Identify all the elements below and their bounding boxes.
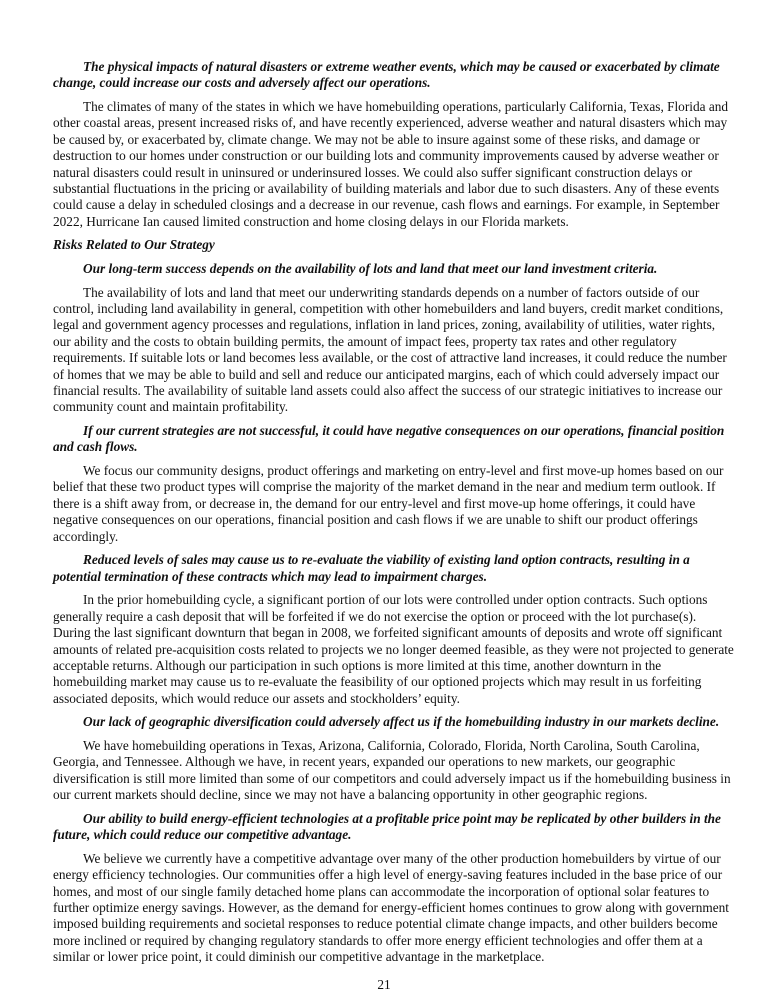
text-line: homebuilding market may cause us to re-evaluate the feasibility of our optioned projects which may result in us forfeiting [53,674,702,690]
text-line: amounts of related pre-acquisition costs related to projects we no longer deemed feasible, as they were not projected to generate [53,641,734,657]
text-line: substantial fluctuations in the pricing or availability of building materials and labor due to such disasters. Any of these events [53,181,720,197]
text-line: During the last significant downturn that began in 2008, we forfeited significant amounts of deposits and wrote off significant [53,625,723,641]
text-line: community count and maintain profitability. [53,399,289,415]
text-line: destruction to our homes under construction or our building lots and community improvements caused by adverse weather or [53,148,719,164]
text-line: there is a shift away from, or decrease in, the demand for our entry-level and first move-up home offerings, it could have [53,495,696,511]
text-line: imposed building requirements and societal responses to reduce potential climate change impacts, and other builders become [53,916,718,932]
risk-factor-heading [53,423,733,456]
text-line: be caused by, or exacerbated by, climate change. We may not be able to insure against some of these risks, and damage or [53,131,700,147]
paragraph [53,592,733,707]
text-line: and cash flows. [53,439,138,455]
paragraph [53,285,733,416]
text-line: potential termination of these contracts which may lead to impairment charges. [53,568,488,584]
text-line: could cause a delay in scheduled closings and a decrease in our revenue, cash flows and earnings. For example, in September [53,197,720,213]
text-line: The availability of lots and land that meet our underwriting standards depends on a number of factors outside of our [83,284,700,300]
risk-factor-heading [53,714,733,730]
text-line: further optimize energy savings. However, as the demand for energy-efficient homes continues to grow along with government [53,899,729,915]
text-line: of homes that we may be able to build and sell and reduce our anticipated margins, each of which could adversely impact our [53,366,720,382]
text-line: If our current strategies are not successful, it could have negative consequences on our operations, financial position [83,423,725,439]
text-line: control, including land availability in general, competition with other homebuilders and land buyers, credit market conditions, [53,301,724,317]
text-line: We focus our community designs, product offerings and marketing on entry-level and first move-up homes based on our [83,463,724,479]
text-line: associated deposits, which would reduce our assets and stockholders’ equity. [53,690,460,706]
paragraph [53,851,733,966]
text-line: energy efficiency technologies. Our communities offer a high level of energy-saving features included in the base price of our [53,867,723,883]
text-line: Our ability to build energy-efficient technologies at a profitable price point may be replicated by other builders in the [83,810,721,826]
text-line: diversification is still more limited than some of our competitors and could adversely impact us if the homebuilding business in [53,770,731,786]
risk-factor-heading [53,811,733,844]
text-line: other coastal areas, present increased risks of, and have recently experienced, adverse weather and natural disasters which may [53,115,728,131]
text-line: The physical impacts of natural disasters or extreme weather events, which may be caused or exacerbated by climate [83,59,720,74]
text-line: acceptable returns. Although our participation in such options is more limited at this time, another downturn in the [53,657,662,673]
text-line: We believe we currently have a competitive advantage over many of the other production homebuilders by virtue of our [83,850,721,866]
text-line: natural disasters could result in uninsured or underinsured losses. We could also suffer significant construction delays or [53,164,693,180]
text-line: In the prior homebuilding cycle, a significant portion of our lots were controlled under option contracts. Such options [83,592,708,608]
text-line: Our long-term success depends on the availability of lots and land that meet our land investment criteria. [83,261,658,277]
text-line: homes, and most of our single family detached home plans can accommodate the incorporation of optional solar features to [53,883,710,899]
paragraph [53,99,733,230]
text-line: more inclined or required by changing regulatory standards to offer more energy efficient technologies and offer them at a [53,932,703,948]
risk-factor-heading [53,59,733,92]
text-line: requirements. If suitable lots or land becomes less available, or the cost of attractive land increases, it could reduce the number [53,350,727,366]
section-heading [53,237,733,253]
text-line: generally require a cash deposit that will be forfeited if we do not exercise the option or proceed with the lot purchase(s). [53,608,697,624]
text-line: future, which could reduce our competitive advantage. [53,827,352,843]
text-line: change, could increase our costs and adversely affect our operations. [53,75,431,91]
text-line: We have homebuilding operations in Texas, Arizona, California, Colorado, Florida, North Carolina, South Carolina, [83,737,700,753]
text-line: belief that these two product types will comprise the majority of the market demand in the near and medium term outlook. If [53,479,716,495]
text-line: Reduced levels of sales may cause us to re-evaluate the viability of existing land option contracts, resulting in a [83,552,690,568]
text-line: The climates of many of the states in which we have homebuilding operations, particularly California, Texas, Florida and [83,99,729,114]
text-line: legal and government agency processes and regulations, inflation in land prices, zoning, availability of utilities, water rights, [53,317,716,333]
page-number: 21 [377,977,391,992]
document-body [53,59,733,966]
risk-factor-heading [53,552,733,585]
text-line: similar or lower price point, it could diminish our competitive advantage in the marketplace. [53,949,545,965]
text-line: our ability and the costs to obtain building permits, the amount of impact fees, property tax rates and other regulatory [53,333,677,349]
text-line: Our lack of geographic diversification could adversely affect us if the homebuilding industry in our markets decline. [83,714,720,730]
paragraph [53,463,733,545]
text-line: financial results. The availability of suitable land assets could also affect the success of our strategic initiatives to increase our [53,383,723,399]
text-line: 2022, Hurricane Ian caused limited construction and home closing delays in our Florida markets. [53,213,569,229]
risk-factor-heading [53,261,733,277]
text-line: negative consequences on our operations, financial position and cash flows if we are unable to shift our product offerings [53,512,698,528]
text-line: Risks Related to Our Strategy [53,237,215,253]
paragraph [53,738,733,804]
text-line: Georgia, and Tennessee. Although we have, in recent years, expanded our operations to new markets, our geographic [53,754,676,770]
text-line: accordingly. [53,528,119,544]
text-line: our current markets should decline, since we may not have a balancing opportunity in other geographic regions. [53,787,648,803]
